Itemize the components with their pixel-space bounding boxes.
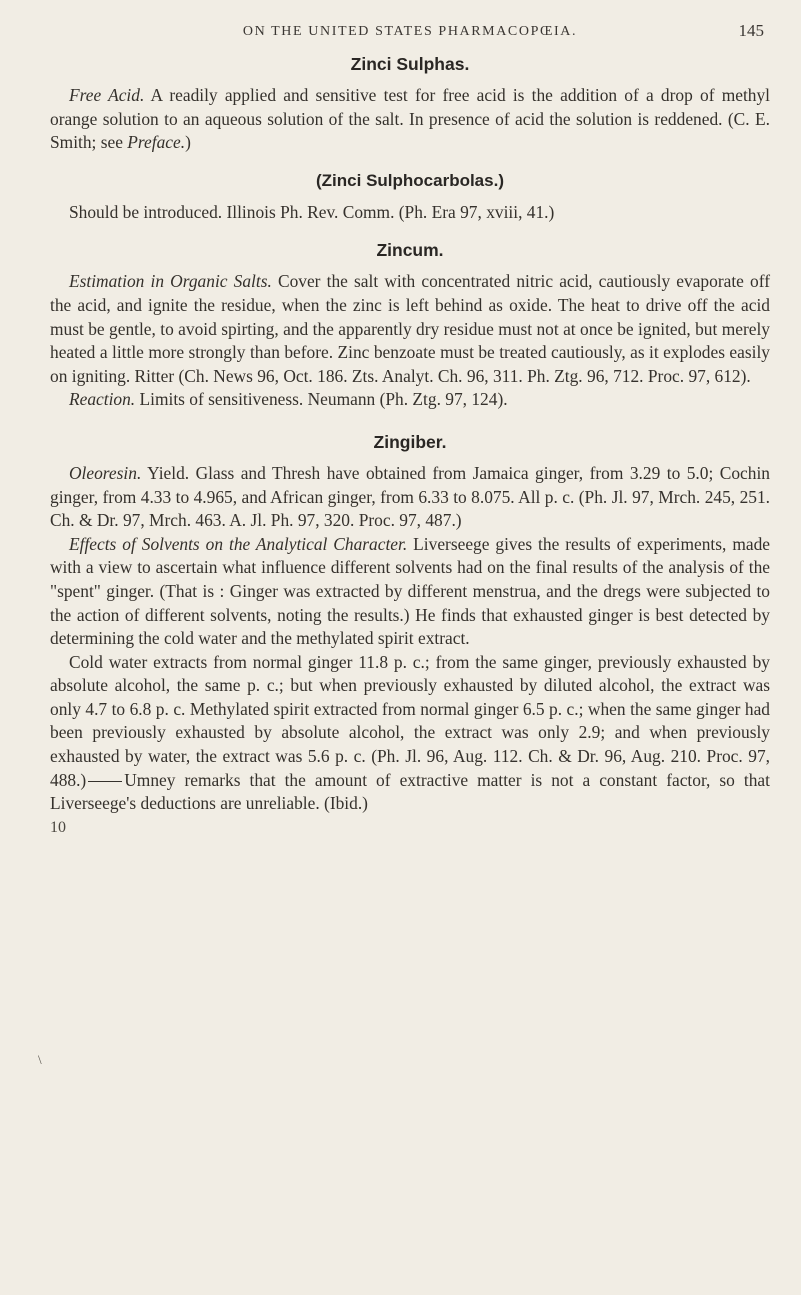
margin-mark: \ xyxy=(38,1052,42,1067)
running-head xyxy=(50,0,770,44)
heading-zinci-sulphas: Zinci Sulphas. xyxy=(350,54,470,74)
paragraph-text-end: ) xyxy=(185,132,191,153)
heading-zingiber: Zingiber. xyxy=(373,431,447,452)
run-in-label: Estimation in Organic Salts. xyxy=(69,271,272,292)
run-in-label: Effects of Solvents on the Analytical Character. xyxy=(69,533,408,554)
page-number: 145 xyxy=(738,21,764,40)
paragraph-text: Cold water extracts from normal ginger 11.8 p. c.; from the same ginger, previously exhausted by absolute alcohol, the same p. c.; but when previously exhausted by diluted alcohol, the extract was only 4.7 to 6.8 p. c. Methylated spirit extracted from normal ginger 6.5 p. c.; when the same ginger had been previously exhausted by absolute alcohol, the extract was only 2.9; and when previously exhausted by water, the extract was 5.6 p. c. (Ph. Jl. 96, Aug. 112. Ch. & Dr. 96, Aug. 210. Proc. 97, 488.) xyxy=(50,651,770,790)
run-in-label: Free Acid. xyxy=(69,85,145,105)
paragraph-cold-water-extracts xyxy=(50,651,770,816)
signature-mark: 10 xyxy=(50,818,66,836)
paragraph-text: Yield. Glass and Thresh have obtained from Jamaica ginger, from 3.29 to 5.0; Cochin ginger, from 4.33 to 4.965, and African ginger, from 6.33 to 8.075. All p. c. (Ph. Jl. 97, Mrch. 245, 251. Ch. & Dr. 97, Mrch. 463. A. Jl. Ph. 97, 320. Proc. 97, 487.) xyxy=(50,462,770,531)
paragraph-free-acid xyxy=(50,84,770,155)
reference-preface: Preface. xyxy=(127,132,186,153)
paragraph-oleoresin xyxy=(50,462,770,533)
running-head-title: ON THE UNITED STATES PHARMACOPŒIA. xyxy=(242,24,578,39)
paragraph-text-umney: Umney remarks that the amount of extractive matter is not a constant factor, so that Liverseege's deductions are unreliable. (Ibid.) xyxy=(50,769,770,814)
paragraph-text: Limits of sensitiveness. Neumann (Ph. Ztg. 97, 124). xyxy=(135,389,508,410)
heading-zinci-sulphocarbolas: (Zinci Sulphocarbolas.) xyxy=(316,170,504,190)
run-in-label: Reaction. xyxy=(69,389,136,410)
run-in-label: Oleoresin. xyxy=(69,462,142,483)
heading-zincum: Zincum. xyxy=(376,240,444,261)
em-dash-separator xyxy=(88,781,122,782)
paragraph-text: Liverseege gives the results of experiments, made with a view to ascertain what influence different solvents had on the final results of the analysis of the "spent" ginger. (That is : Ginger was extracted by different menstrua, and the dregs were subjected to the action of different solvents, noting the results.) He finds that exhausted ginger is best detected by determining the cold water and the methylated spirit extract. xyxy=(50,533,770,649)
paragraph-text: Cover the salt with concentrated nitric acid, cautiously evaporate off the acid, and ignite the residue, when the zinc is left behind as oxide. The heat to drive off the acid must be gentle, to avoid spirting, and the apparently dry residue must not at once be ignited, but merely heated a little more strongly than before. Zinc benzoate must be treated cautiously, as it explodes easily on igniting. Ritter (Ch. News 96, Oct. 186. Zts. Analyt. Ch. 96, 311. Ph. Ztg. 96, 712. Proc. 97, 612). xyxy=(50,271,770,386)
paragraph-effects-of-solvents xyxy=(50,533,770,651)
page-body xyxy=(50,0,770,838)
paragraph-text: A readily applied and sensitive test for free acid is the addition of a drop of methyl orange solution to an aqueous solution of the salt. In presence of acid the solution is reddened. (C. E. Smith; see xyxy=(50,85,770,153)
paragraph-reaction xyxy=(50,388,770,412)
paragraph-estimation xyxy=(50,270,770,388)
paragraph-sulphocarbolas: Should be introduced. Illinois Ph. Rev. Comm. (Ph. Era 97, xviii, 41.) xyxy=(69,201,555,222)
